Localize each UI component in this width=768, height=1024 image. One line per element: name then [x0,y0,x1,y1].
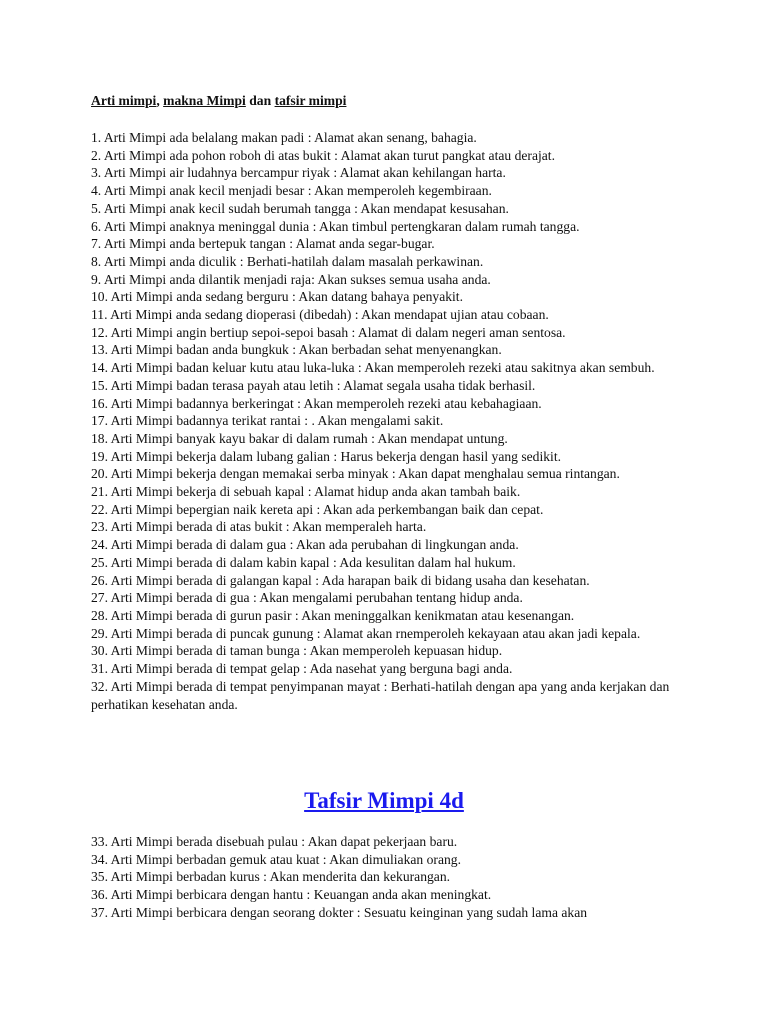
heading-link-tafsir-mimpi[interactable]: tafsir mimpi [274,93,347,108]
list-item: 3. Arti Mimpi air ludahnya bercampur riyak : Alamat akan kehilangan harta. [91,165,506,181]
list-item: 10. Arti Mimpi anda sedang berguru : Akan datang bahaya penyakit. [91,289,463,305]
list-item: 27. Arti Mimpi berada di gua : Akan mengalami perubahan tentang hidup anda. [91,590,523,606]
list-item: 16. Arti Mimpi badannya berkeringat : Akan memperoleh rezeki atau kebahagiaan. [91,395,542,411]
list-item: 9. Arti Mimpi anda dilantik menjadi raja: Akan sukses semua usaha anda. [91,271,491,287]
heading-link-makna-mimpi[interactable]: makna Mimpi [163,93,246,108]
list-item: 29. Arti Mimpi berada di puncak gunung : Alamat akan rnemperoleh kekayaan atau akan jadi kepala. [91,625,641,641]
list-item: 18. Arti Mimpi banyak kayu bakar di dalam rumah : Akan mendapat untung. [91,430,508,446]
list-item: 2. Arti Mimpi ada pohon roboh di atas bukit : Alamat akan turut pangkat atau derajat. [91,147,555,163]
list-item: 25. Arti Mimpi berada di dalam kabin kapal : Ada kesulitan dalam hal hukum. [91,554,516,570]
list-item: 36. Arti Mimpi berbicara dengan hantu : Keuangan anda akan meningkat. [91,887,492,903]
list-item: 34. Arti Mimpi berbadan gemuk atau kuat : Akan dimuliakan orang. [91,851,461,867]
list-item: 28. Arti Mimpi berada di gurun pasir : Akan meninggalkan kenikmatan atau kesenangan. [91,607,575,623]
list-item: 6. Arti Mimpi anaknya meninggal dunia : Akan timbul pertengkaran dalam rumah tangga. [91,218,580,234]
list-item: 26. Arti Mimpi berada di galangan kapal : Ada harapan baik di bidang usaha dan kesehatan. [91,572,590,588]
list-item: 1. Arti Mimpi ada belalang makan padi : Alamat akan senang, bahagia. [91,130,477,145]
list-item: 20. Arti Mimpi bekerja dengan memakai serba minyak : Akan dapat menghalau semua rintangan. [91,466,620,482]
list-item: 11. Arti Mimpi anda sedang dioperasi (dibedah) : Akan mendapat ujian atau cobaan. [91,307,549,323]
list-item: 33. Arti Mimpi berada disebuah pulau : Akan dapat pekerjaan baru. [91,834,458,849]
list-item: 23. Arti Mimpi berada di atas bukit : Akan memperaleh harta. [91,519,427,535]
list-item: 22. Arti Mimpi bepergian naik kereta api : Akan ada perkembangan baik dan cepat. [91,501,544,517]
heading-link-arti-mimpi[interactable]: Arti mimpi [91,93,157,108]
list-item: 8. Arti Mimpi anda diculik : Berhati-hatilah dalam masalah perkawinan. [91,253,484,269]
list-item: 19. Arti Mimpi bekerja dalam lubang galian : Harus bekerja dengan hasil yang sedikit. [91,448,561,464]
heading-separator: , [156,93,164,108]
list-item: 4. Arti Mimpi anak kecil menjadi besar : Akan memperoleh kegembiraan. [91,183,492,199]
dream-meaning-list-part-2 [91,833,681,922]
list-item: 37. Arti Mimpi berbicara dengan seorang dokter : Sesuatu keinginan yang sudah lama akan [91,904,588,920]
dream-meaning-list-part-1 [91,129,681,713]
list-item: 21. Arti Mimpi bekerja di sebuah kapal : Alamat hidup anda akan tambah baik. [91,484,521,500]
heading-separator: dan [245,93,275,108]
list-item: 13. Arti Mimpi badan anda bungkuk : Akan berbadan sehat menyenangkan. [91,342,502,358]
list-item: 5. Arti Mimpi anak kecil sudah berumah tangga : Akan mendapat kesusahan. [91,200,509,216]
document-heading [91,92,346,110]
list-item: 24. Arti Mimpi berada di dalam gua : Akan ada perubahan di lingkungan anda. [91,537,519,553]
list-item: 7. Arti Mimpi anda bertepuk tangan : Alamat anda segar-bugar. [91,236,435,252]
list-item: 32. Arti Mimpi berada di tempat penyimpanan mayat : Berhati-hatilah dengan apa yang anda kerjakan dan perhatikan kesehatan anda. [91,678,670,712]
list-item: 30. Arti Mimpi berada di taman bunga : Akan memperoleh kepuasan hidup. [91,643,503,659]
list-item: 14. Arti Mimpi badan keluar kutu atau luka-luka : Akan memperoleh rezeki atau sakitnya akan sembuh. [91,360,655,376]
list-item: 31. Arti Mimpi berada di tempat gelap : Ada nasehat yang berguna bagi anda. [91,661,513,677]
list-item: 12. Arti Mimpi angin bertiup sepoi-sepoi basah : Alamat di dalam negeri aman sentosa. [91,324,566,340]
list-item: 35. Arti Mimpi berbadan kurus : Akan menderita dan kekurangan. [91,869,451,885]
list-item: 17. Arti Mimpi badannya terikat rantai : . Akan mengalami sakit. [91,413,444,429]
list-item: 15. Arti Mimpi badan terasa payah atau letih : Alamat segala usaha tidak berhasil. [91,377,536,393]
tafsir-mimpi-4d-link[interactable]: Tafsir Mimpi 4d [304,788,464,813]
